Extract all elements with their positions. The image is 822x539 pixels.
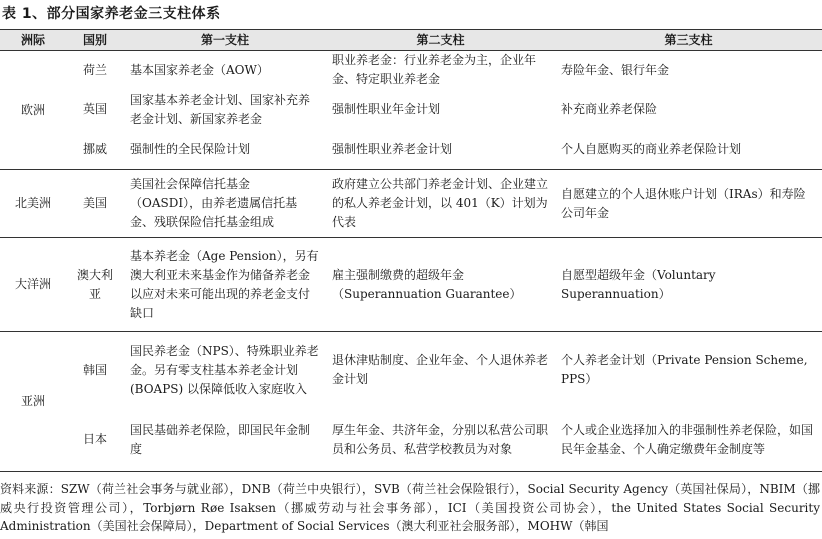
- country-cell: 荷兰: [82, 62, 107, 77]
- pillar-1-cell: 美国社会保障信托基金（OASDI），由养老遗属信托基金、残联保险信托基金组成: [124, 170, 326, 238]
- country-cell: 日本: [66, 409, 124, 472]
- pillar-1-cell: 基本养老金（Age Pension），另有澳大利亚未来基金作为储备养老金以应对未来可能出现的养老金支付缺口: [124, 238, 326, 332]
- continent-europe: 欧洲: [0, 51, 66, 170]
- pillar-3-cell: 个人自愿购买的商业养老保险计划: [555, 130, 822, 170]
- pillar-1-cell: 国民基础养老保险，即国民年金制度: [124, 409, 326, 472]
- pillar-3-cell: 自愿型超级年金（Voluntary Superannuation）: [555, 238, 822, 332]
- pillar-1-cell: 强制性的全民保险计划: [124, 130, 326, 170]
- table-row-japan: [0, 409, 822, 472]
- continent-oceania: 大洋洲: [0, 238, 66, 332]
- pillar-3-cell: 个人养老金计划（Private Pension Scheme, PPS）: [561, 353, 808, 387]
- country-cell: 韩国: [82, 362, 107, 377]
- country-cell: 英国: [82, 102, 107, 116]
- table-row-usa: [0, 170, 822, 238]
- pillar-1-cell: 国民养老金（NPS）、特殊职业养老金。另有零支柱基本养老金计划(BOAPS) 以保障低收入家庭收入: [130, 343, 319, 396]
- country-cell: 澳大利亚: [66, 238, 124, 332]
- header-pillar-2: 第二支柱: [326, 30, 555, 51]
- pillar-2-cell: 雇主强制缴费的超级年金（Superannuation Guarantee）: [326, 238, 555, 332]
- table-row-norway: [0, 130, 822, 170]
- continent-north-america: 北美洲: [0, 170, 66, 238]
- header-continent: 洲际: [0, 30, 66, 51]
- pillar-1-cell: 基本国家养老金（AOW）: [130, 62, 269, 77]
- pillar-2-cell: 强制性职业年金计划: [332, 102, 441, 116]
- pillar-3-cell: 补充商业养老保险: [561, 102, 658, 116]
- pillar-2-cell: 退休津贴制度、企业年金、个人退休养老金计划: [332, 353, 549, 387]
- pillar-2-cell: 职业养老金：行业养老金为主，企业年金、特定职业养老金: [332, 53, 537, 87]
- pillar-2-cell: 厚生年金、共济年金，分别以私营公司职员和公务员、私营学校教员为对象: [326, 409, 555, 472]
- pillar-2-cell: 强制性职业养老金计划: [326, 130, 555, 170]
- table-row-australia: [0, 238, 822, 332]
- continent-asia: 亚洲: [0, 332, 66, 472]
- pillar-3-cell: 个人或企业选择加入的非强制性养老保险，如国民年金基金、个人确定缴费年金制度等: [555, 409, 822, 472]
- country-cell: 挪威: [66, 130, 124, 170]
- pillar-3-cell: 寿险年金、银行年金: [561, 62, 670, 77]
- header-row: [0, 30, 822, 51]
- pillar-1-cell: 国家基本养老金计划、国家补充养老金计划、新国家养老金: [130, 92, 311, 126]
- pension-pillars-table: [0, 29, 822, 472]
- table-row-netherlands: [0, 51, 822, 90]
- country-cell: 美国: [66, 170, 124, 238]
- pillar-2-cell: 政府建立公共部门养老金计划、企业建立的私人养老金计划，以 401（K）计划为代表: [326, 170, 555, 238]
- header-pillar-1: 第一支柱: [124, 30, 326, 51]
- header-pillar-3: 第三支柱: [555, 30, 822, 51]
- pillar-3-cell: 自愿建立的个人退休账户计划（IRAs）和寿险公司年金: [555, 170, 822, 238]
- table-row-korea: [0, 332, 822, 409]
- table-row-uk: [0, 90, 822, 130]
- header-country: 国别: [66, 30, 124, 51]
- table-title: 表 1、部分国家养老金三支柱体系: [2, 6, 221, 22]
- source-note: 资料来源：SZW（荷兰社会事务与就业部），DNB（荷兰中央银行），SVB（荷兰社会保险银行），Social Security Agency（英国社保局），NBIM（挪威央行投资管理公司），Torbjørn Røe Isaksen（挪威劳动与社会事务部），ICI（美国投资公司协会），the United States Social Security Administration（美国社会保障局），Department of Social Services（澳大利亚社会服务部），MOHW（韩国: [0, 482, 820, 533]
